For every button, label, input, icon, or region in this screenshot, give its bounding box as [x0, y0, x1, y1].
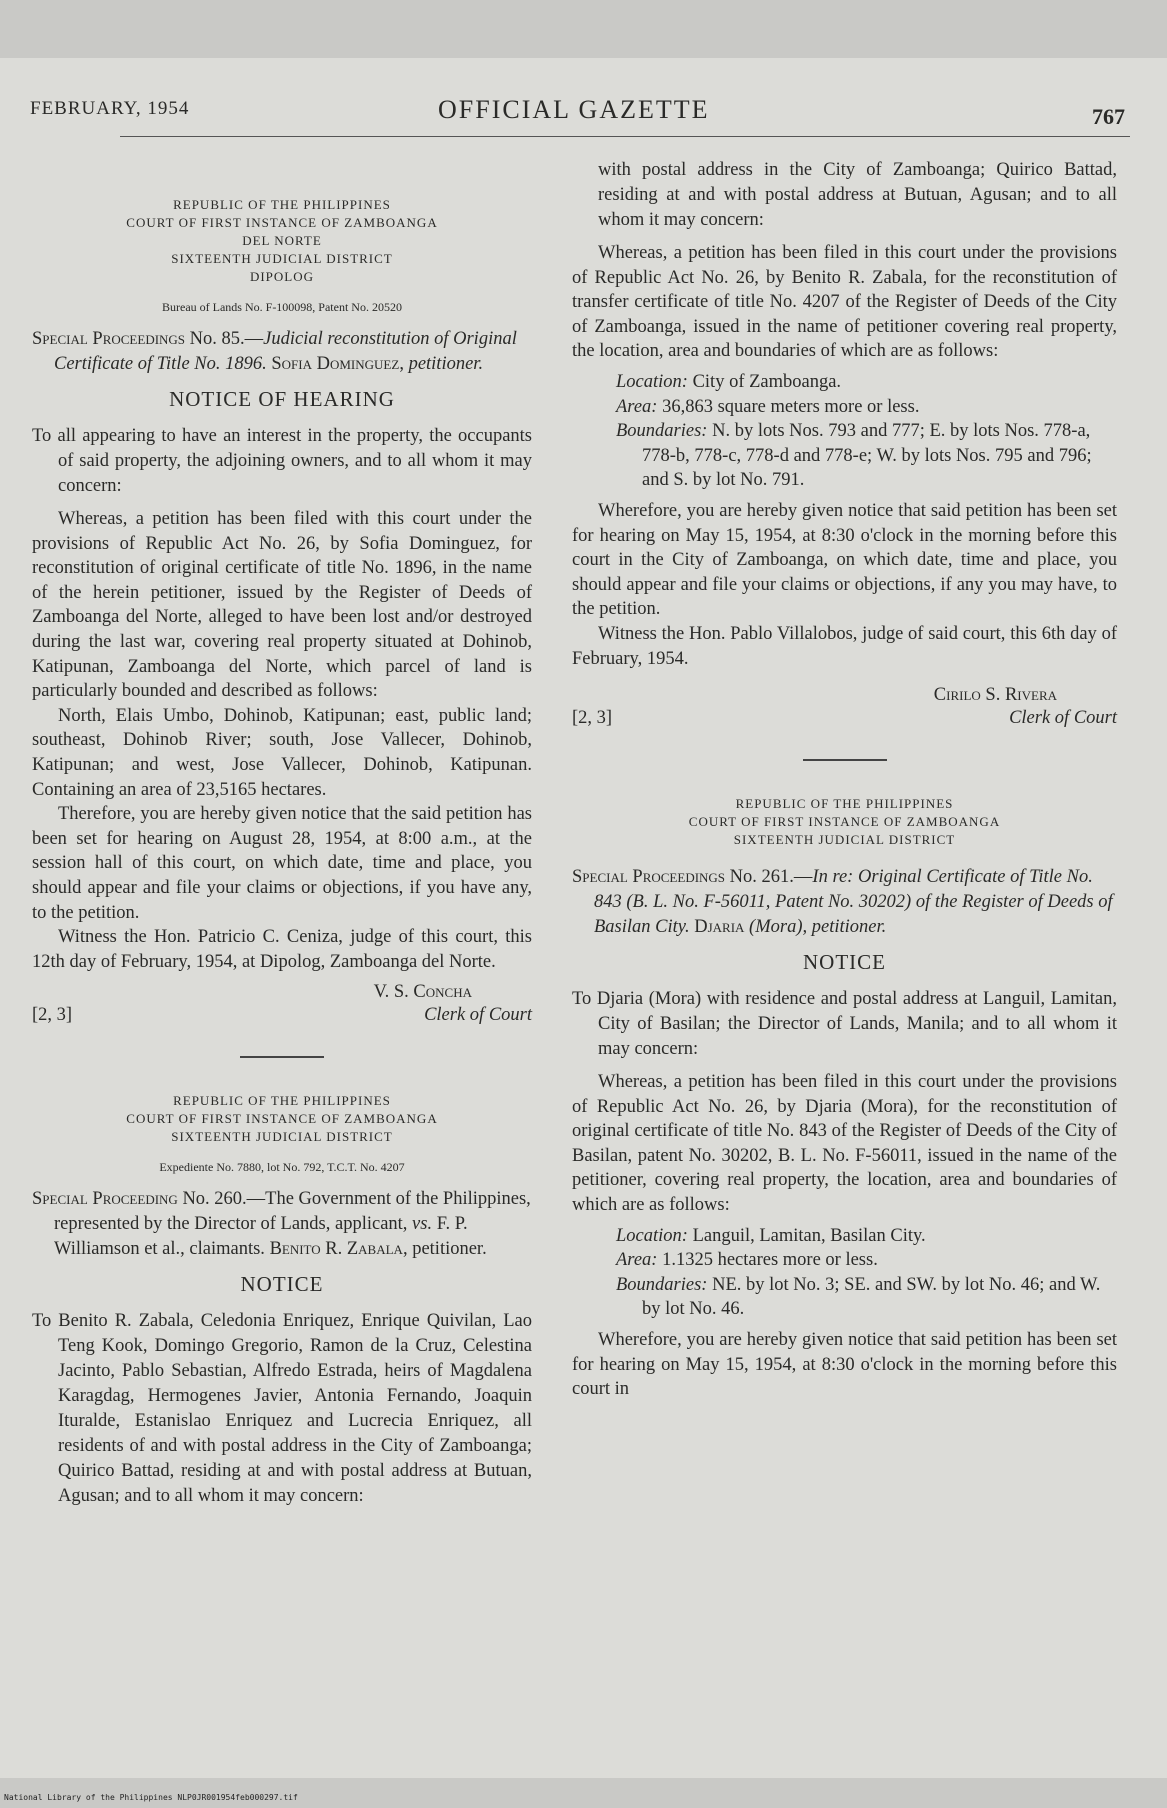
left-column [32, 146, 532, 1507]
notice2-caption: Special Proceeding No. 260.—The Government of the Philippines, represented by the Director of Lands, applicant, vs. F. P. Williamson et al., claimants. Benito R. Zabala, petitioner. [32, 1189, 531, 1260]
page-header [0, 95, 1167, 138]
notice2-wherefore: Wherefore, you are hereby given notice that said petition has been set for hearing on May 15, 1954, at 8:30 o'clock in the morning before this court in the City of Zamboanga, on which date, time and place, you should appear and file your claims or objections, if any you may have, to the petition. [572, 500, 1117, 620]
notice3-title: NOTICE [803, 950, 886, 975]
notice1-addressees: To all appearing to have an interest in the property, the occupants of said property, the adjoining owners, and to all whom it may concern: [32, 426, 532, 496]
notice2-signature-line [572, 708, 1117, 729]
notice2-addressees-cont: with postal address in the City of Zamboanga; Quirico Battad, residing at and with postal address at Butuan, Agusan; and to all whom it may concern: [598, 160, 1117, 230]
notice1-signer: V. S. Concha [373, 982, 472, 1003]
section-divider [240, 1056, 324, 1058]
section-divider-right [803, 759, 887, 761]
notice1-therefore: Therefore, you are hereby given notice that the said petition has been set for hearing on August 28, 1954, at 8:00 a.m., at the session hall of this court, on which date, time and place, you should appear and file your claims or objections, if you have any, to the petition. [32, 804, 532, 923]
notice3-location: Location: Languil, Lamitan, Basilan City. [616, 1225, 926, 1246]
notice2-ref: Expediente No. 7880, lot No. 792, T.C.T. No. 4207 [159, 1160, 405, 1175]
notice1-bounds: North, Elais Umbo, Dohinob, Katipunan; east, public land; southeast, Dohinob River; south, Jose Vallecer, Dohinob, Katipunan; and west, Jose Vallecer, Dohinob, Katipunan. Containing an area of 23,5165 hectares. [32, 705, 532, 800]
notice2-location: Location: City of Zamboanga. [616, 371, 842, 392]
header-date: FEBRUARY, 1954 [30, 98, 190, 119]
notice3-court: REPUBLIC OF THE PHILIPPINES COURT OF FIRST INSTANCE OF ZAMBOANGA SIXTEENTH JUDICIAL DISTRICT [688, 796, 1001, 848]
notice2-signer-title: Clerk of Court [1009, 708, 1117, 729]
notice1-signer-title: Clerk of Court [424, 1005, 532, 1026]
page-number: 767 [1092, 104, 1125, 129]
notice1-ref: Bureau of Lands No. F-100098, Patent No. 20520 [162, 300, 402, 314]
notice2-whereas: Whereas, a petition has been filed in this court under the provisions of Republic Act No. 26, by Benito R. Zabala, for the reconstitution of transfer certificate of title No. 4207 of the Register of Deeds of the City of Zamboanga, issued in the name of petitioner covering real property, the location, area and boundaries of which are as follows: [572, 243, 1117, 362]
notice1-title: NOTICE OF HEARING [169, 387, 395, 411]
notice3-whereas: Whereas, a petition has been filed in this court under the provisions of Republic Act No. 26, by Djaria (Mora), for the reconstitution of original certificate of title No. 843 of the Register of Deeds of the City of Basilan, patent No. 30202, B. L. No. F-56011, issued in the name of the petitioner, covering real property, the location, area and boundaries of which are as follows: [572, 1072, 1117, 1216]
notice2-witness: Witness the Hon. Pablo Villalobos, judge of said court, this 6th day of February, 1954. [572, 623, 1117, 669]
notice2-court: REPUBLIC OF THE PHILIPPINES COURT OF FIRST INSTANCE OF ZAMBOANGA SIXTEENTH JUDICIAL DISTRICT [126, 1093, 438, 1145]
header-title: OFFICIAL GAZETTE [438, 95, 710, 124]
notice2-area: Area: 36,863 square meters more or less. [616, 396, 920, 417]
notice1-caption: Special Proceedings No. 85.—Judicial reconstitution of Original Certificate of Title No. 1896. Sofia Dominguez, petitioner. [32, 329, 517, 374]
scan-footer: National Library of the Philippines NLP0JR001954feb000297.tif [4, 1793, 298, 1802]
notice3-caption: Special Proceedings No. 261.—In re: Original Certificate of Title No. 843 (B. L. No. F-56011, Patent No. 30202) of the Register of Deeds of Basilan City. Djaria (Mora), petitioner. [572, 867, 1113, 938]
notice2-addressees: To Benito R. Zabala, Celedonia Enriquez, Enrique Quivilan, Lao Teng Kook, Domingo Gregorio, Ramon de la Cruz, Celestina Jacinto, Pablo Sebastian, Alfredo Estrada, heirs of Magdalena Karagdag, Hermogenes Javier, Antonia Fernando, Joaquin Ituralde, Estanislao Enriquez and Lucrecia Enriquez, all residents of and with postal address in the City of Zamboanga; Quirico Battad, residing at and with postal address at Butuan, Agusan; and to all whom it may concern: [32, 1311, 532, 1507]
right-column [572, 158, 1117, 1402]
header-rule [120, 136, 1130, 137]
notice1-court: REPUBLIC OF THE PHILIPPINES COURT OF FIRST INSTANCE OF ZAMBOANGA DEL NORTE SIXTEENTH JUDICIAL DISTRICT DIPOLOG [126, 197, 438, 284]
notice3-wherefore: Wherefore, you are hereby given notice that said petition has been set for hearing on May 15, 1954, at 8:30 o'clock in the morning before this court in [572, 1330, 1117, 1400]
notice1-signature-line [32, 1005, 532, 1026]
notice3-addressees: To Djaria (Mora) with residence and postal address at Languil, Lamitan, City of Basilan; the Director of Lands, Manila; and to all whom it may concern: [572, 989, 1117, 1060]
notice2-signer: Cirilo S. Rivera [933, 685, 1057, 706]
notice1-whereas: Whereas, a petition has been filed with this court under the provisions of Republic Act No. 26, by Sofia Dominguez, for reconstitution of original certificate of title No. 1896, in the name of the herein petitioner, issued by the Register of Deeds of Zamboanga del Norte, alleged to have been lost and/or destroyed during the last war, covering real property situated at Dohinob, Katipunan, Zamboanga del Norte, which parcel of land is particularly bounded and described as follows: [32, 509, 532, 702]
notice2-title: NOTICE [240, 1272, 324, 1297]
notice2-boundaries: Boundaries: N. by lots Nos. 793 and 777; E. by lots Nos. 778-a, 778-b, 778-c, 778-d and 778-e; W. by lots Nos. 795 and 796; and S. by lot No. 791. [616, 421, 1092, 491]
notice3-area: Area: 1.1325 hectares more or less. [616, 1250, 878, 1271]
gazette-page [0, 58, 1167, 1778]
notice3-boundaries: Boundaries: NE. by lot No. 3; SE. and SW. by lot No. 46; and W. by lot No. 46. [616, 1274, 1101, 1320]
notice2-tag: [2, 3] [572, 708, 613, 729]
notice1-witness: Witness the Hon. Patricio C. Ceniza, judge of this court, this 12th day of February, 1954, at Dipolog, Zamboanga del Norte. [32, 927, 532, 972]
notice1-tag: [2, 3] [32, 1005, 73, 1026]
